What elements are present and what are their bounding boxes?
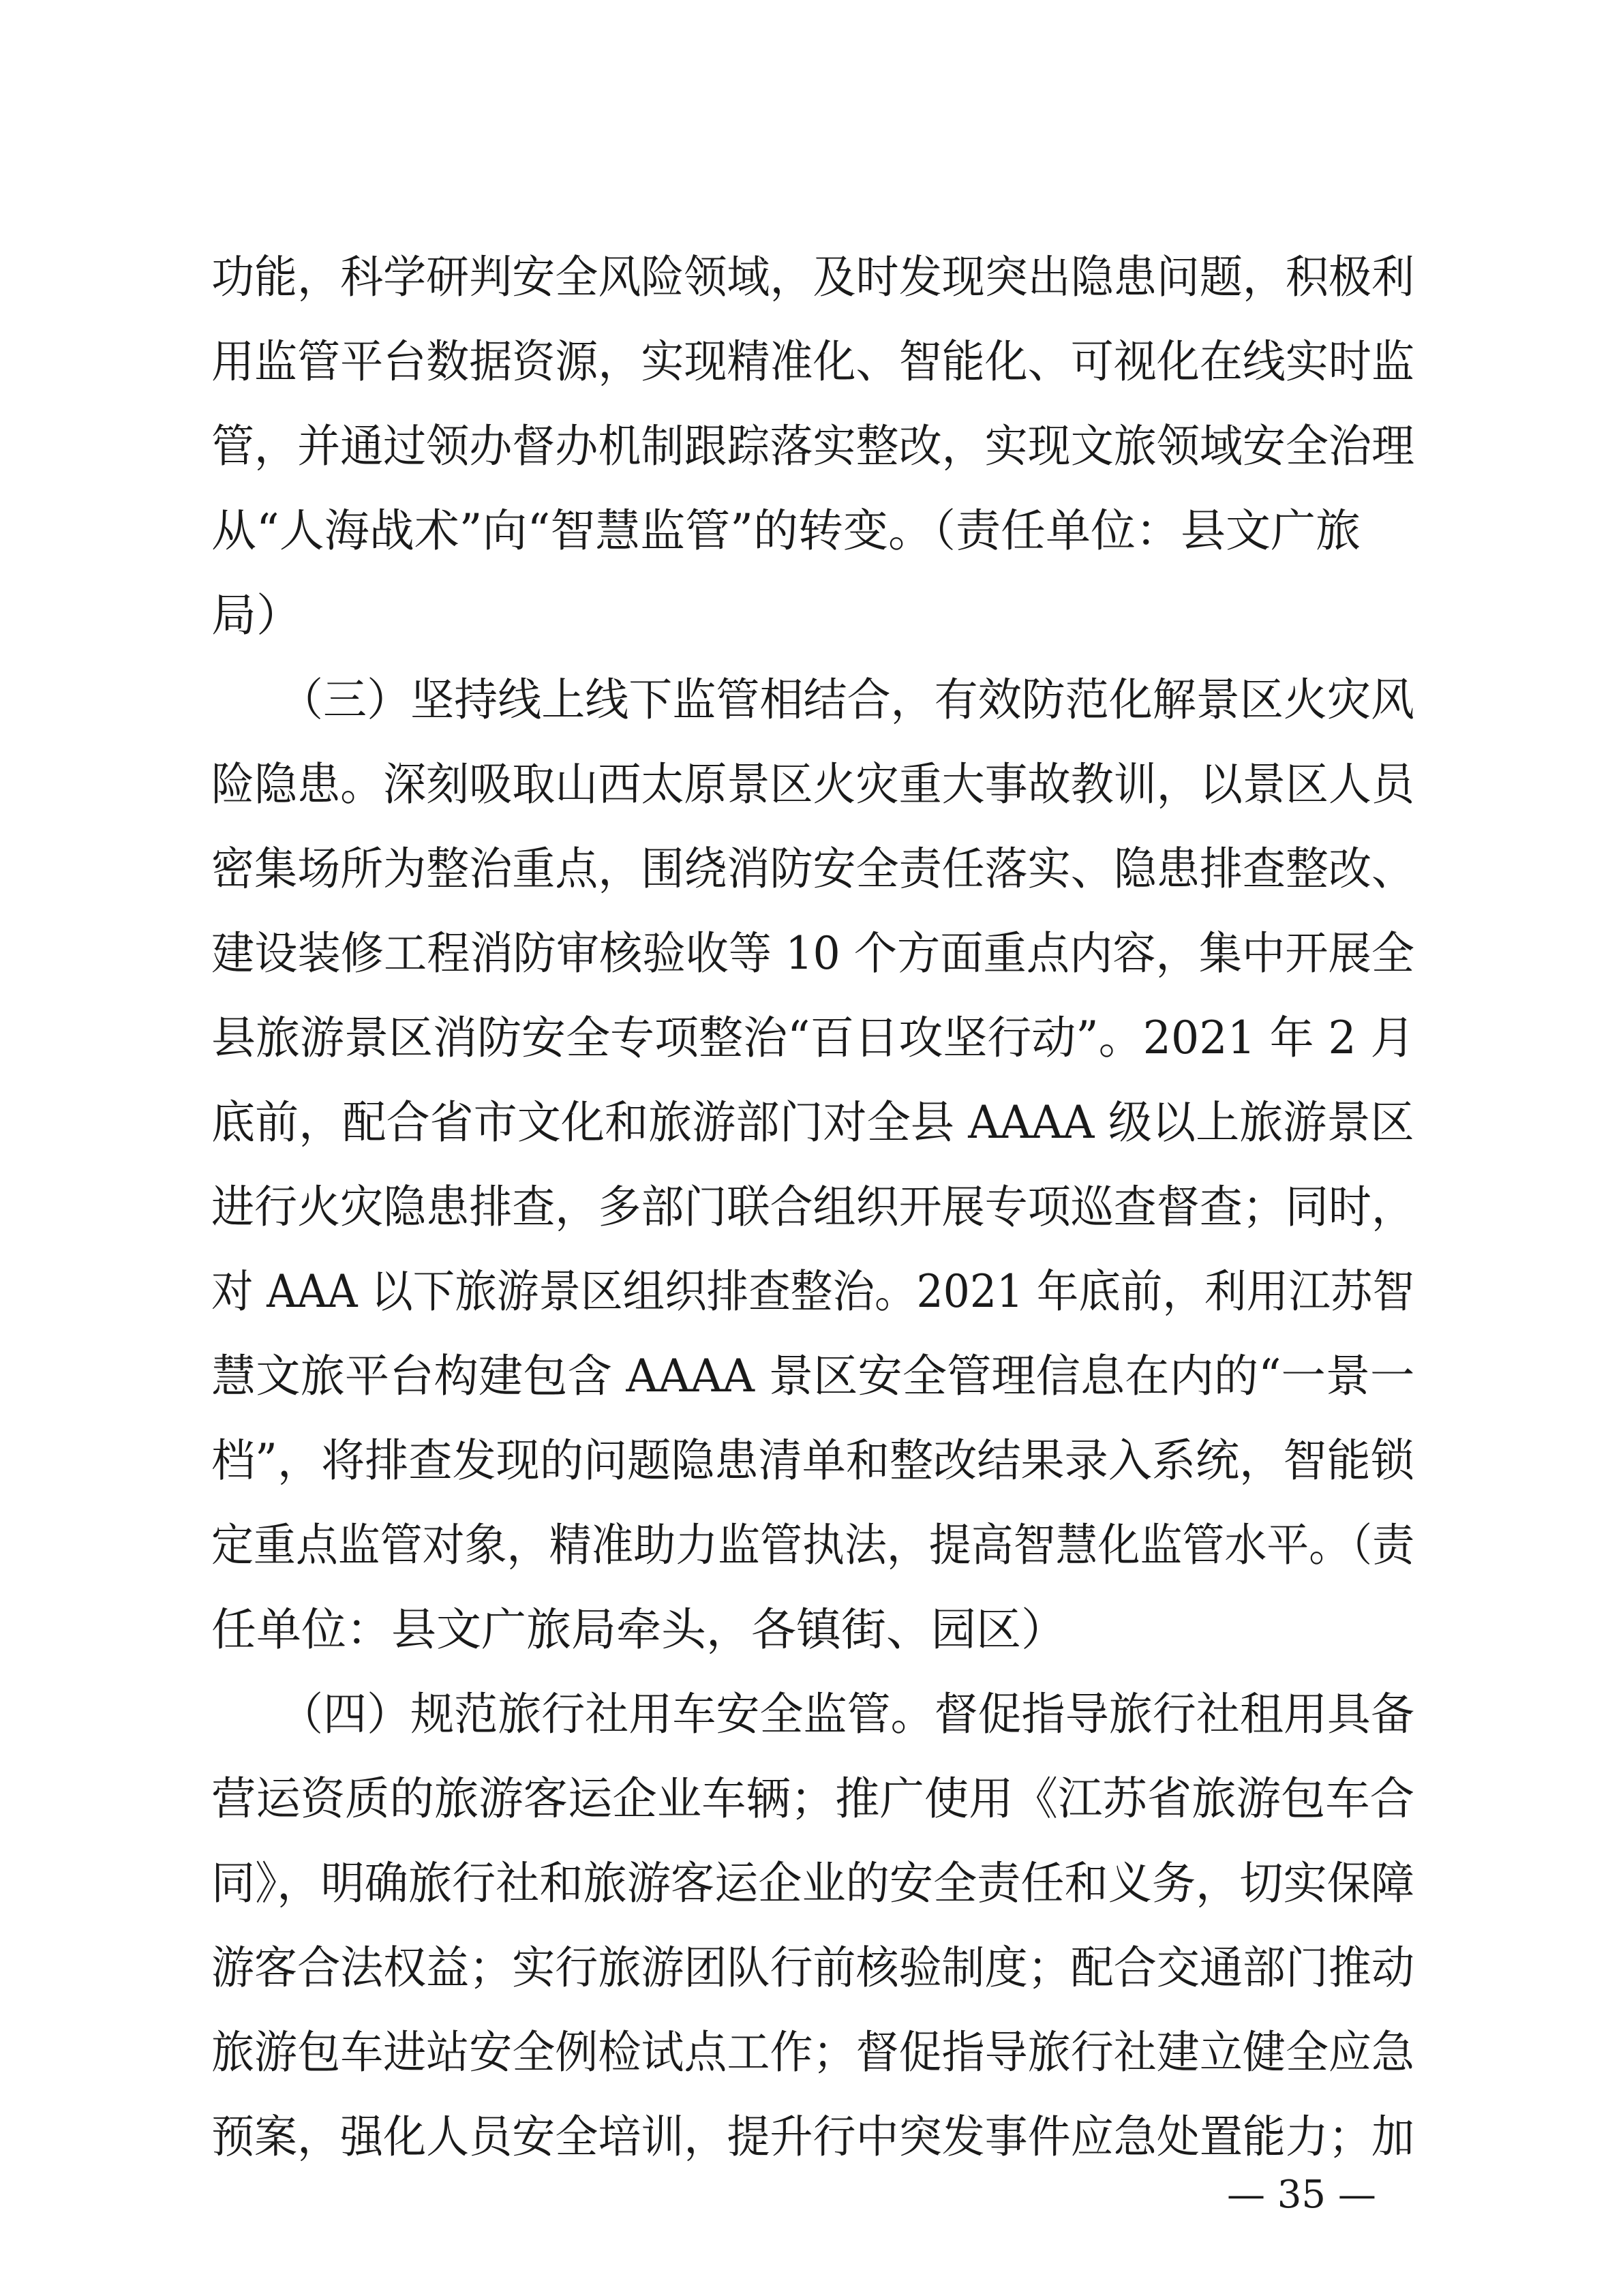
text-line: 营运资质的旅游客运企业车辆；推广使用《江苏省旅游包车合 bbox=[211, 1772, 1414, 1825]
text-line: 游客合法权益；实行旅游团队行前核验制度；配合交通部门推动 bbox=[211, 1942, 1414, 1994]
section-heading-line: （三）坚持线上线下监管相结合，有效防范化解景区火灾风 bbox=[279, 674, 1414, 726]
text-line: 进行火灾隐患排查，多部门联合组织开展专项巡查督查；同时， bbox=[211, 1181, 1414, 1233]
text-line: 密集场所为整治重点，围绕消防安全责任落实、隐患排查整改、 bbox=[211, 843, 1414, 895]
text-line: 定重点监管对象，精准助力监管执法，提高智慧化监管水平。（责 bbox=[211, 1519, 1414, 1571]
text-line: 用监管平台数据资源，实现精准化、智能化、可视化在线实时监 bbox=[211, 335, 1414, 388]
text-line: 预案，强化人员安全培训，提升行中突发事件应急处置能力；加 bbox=[211, 2111, 1414, 2163]
text-line: 底前，配合省市文化和旅游部门对全县 AAAA 级以上旅游景区 bbox=[211, 1096, 1414, 1149]
page-number: — 35 — bbox=[1227, 2173, 1376, 2217]
text-line: 从“人海战术”向“智慧监管”的转变。（责任单位：县文广旅 bbox=[211, 504, 1361, 557]
text-line: 任单位：县文广旅局牵头，各镇街、园区） bbox=[211, 1603, 1066, 1656]
text-line: 同》，明确旅行社和旅游客运企业的安全责任和义务，切实保障 bbox=[211, 1857, 1414, 1909]
section-heading-line: （四）规范旅行社用车安全监管。督促指导旅行社租用具备 bbox=[279, 1688, 1414, 1740]
text-line: 档”，将排查发现的问题隐患清单和整改结果录入系统，智能锁 bbox=[211, 1434, 1414, 1487]
text-line: 对 AAA 以下旅游景区组织排查整治。2021 年底前，利用江苏智 bbox=[211, 1265, 1414, 1318]
text-line: 旅游包车进站安全例检试点工作；督促指导旅行社建立健全应急 bbox=[211, 2026, 1414, 2079]
text-line: 险隐患。深刻吸取山西太原景区火灾重大事故教训，以景区人员 bbox=[211, 758, 1414, 811]
text-line: 局） bbox=[211, 589, 301, 641]
text-line: 慧文旅平台构建包含 AAAA 景区安全管理信息在内的“一景一 bbox=[211, 1350, 1415, 1402]
text-line: 管，并通过领办督办机制跟踪落实整改，实现文旅领域安全治理 bbox=[211, 420, 1414, 472]
text-line: 建设装修工程消防审核验收等 10 个方面重点内容，集中开展全 bbox=[211, 927, 1414, 980]
text-line: 县旅游景区消防安全专项整治“百日攻坚行动”。2021 年 2 月 bbox=[211, 1012, 1415, 1064]
text-line: 功能，科学研判安全风险领域，及时发现突出隐患问题，积极利 bbox=[211, 251, 1414, 303]
